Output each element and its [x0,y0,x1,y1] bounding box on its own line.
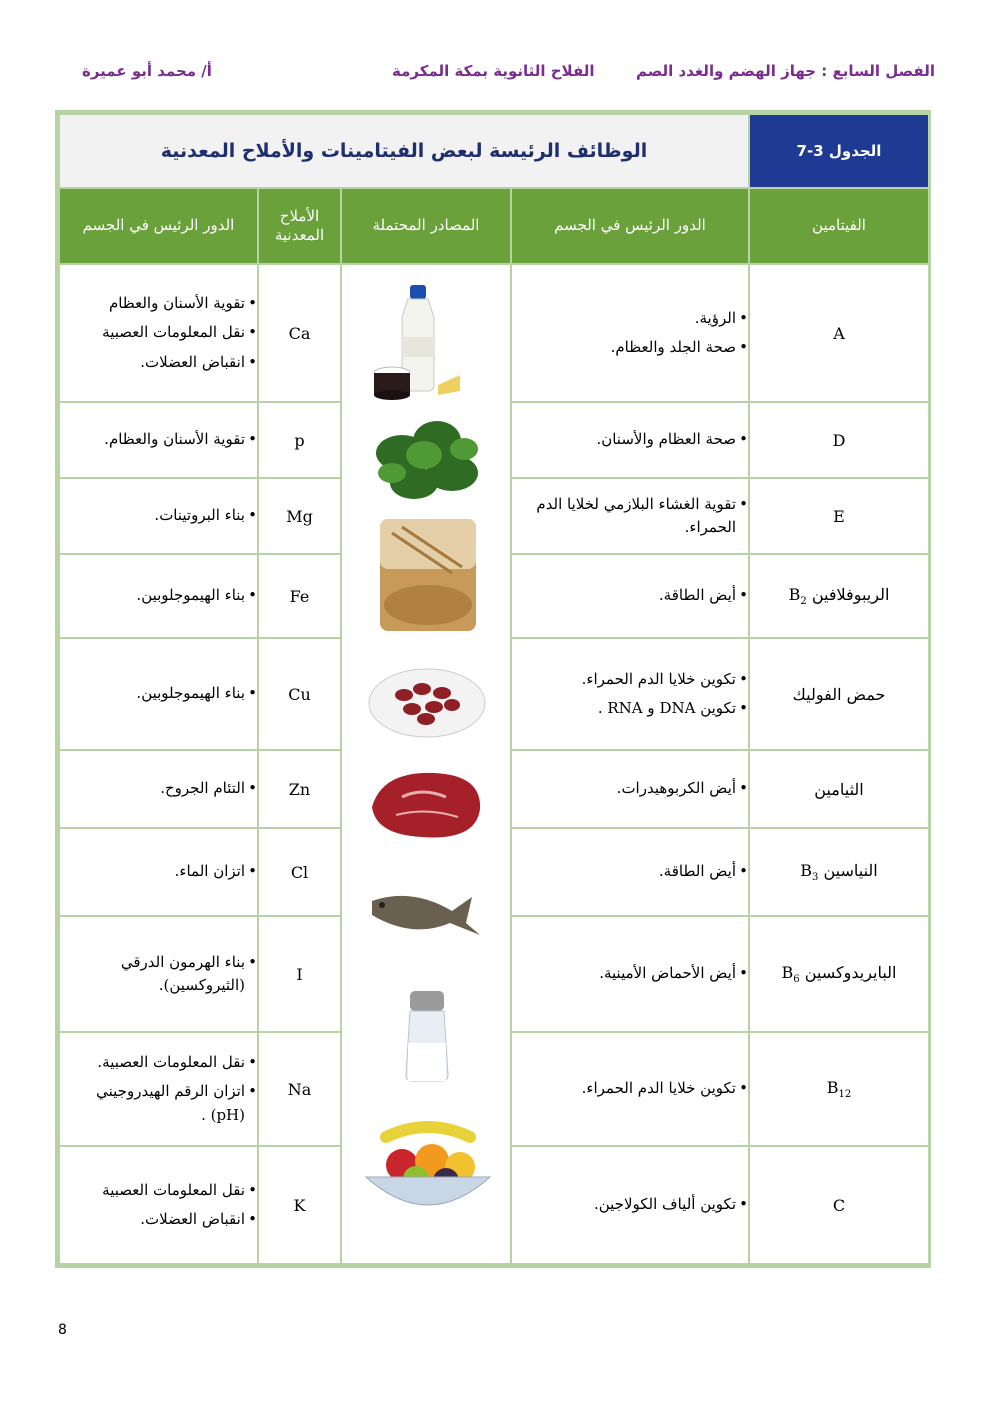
mineral-role-list [60,860,257,883]
table-row [59,264,929,402]
mineral-symbol: Ca [258,264,341,402]
vitamin-name-text: الريبوفلافين B [788,584,890,604]
vitamin-role-list [512,777,748,800]
mineral-role-list [60,428,257,451]
list-item: • تكوين خلايا الدم الحمراء. [512,668,748,691]
vitamin-name [749,750,929,828]
vitamin-role-list [512,962,748,985]
vitamin-name [749,402,929,478]
list-item: • نقل المعلومات العصبية [60,1179,257,1202]
vitamin-name-text: A [833,323,845,343]
vitamin-subscript: 3 [812,872,819,884]
red-meat-icon [342,757,511,851]
vitamin-subscript: 6 [793,974,800,986]
list-item: • أيض الأحماض الأمينية. [512,962,748,985]
vitamin-role [511,402,749,478]
table-label: الجدول 3-7 [749,114,929,188]
teacher-name: أ/ محمد أبو عميرة [82,62,212,80]
mineral-role [59,1032,258,1146]
list-item: • تقوية الأسنان والعظام [60,292,257,315]
list-item: • تكوين خلايا الدم الحمراء. [512,1077,748,1100]
list-item: • بناء الهرمون الدرقي (الثيروكسين). [60,951,257,998]
vitamin-name-text: B [826,1077,839,1097]
list-item: • التئام الجروح. [60,777,257,800]
vitamin-role [511,1146,749,1264]
mineral-role-list [60,777,257,800]
list-item: • انقباض العضلات. [60,351,257,374]
list-item: • صحة العظام والأسنان. [512,428,748,451]
mineral-role-list [60,584,257,607]
vitamin-name [749,554,929,638]
list-item: • اتزان الرقم الهيدروجيني (pH) . [60,1080,257,1127]
vitamin-name-text: البايريدوكسين B [781,962,897,982]
list-item: • أيض الطاقة. [512,584,748,607]
list-item: • أيض الطاقة. [512,860,748,883]
mineral-role [59,638,258,750]
mineral-role-list [60,951,257,998]
vitamin-role-list [512,428,748,451]
list-item: • صحة الجلد والعظام. [512,336,748,359]
vitamin-name [749,638,929,750]
vitamin-name-text: C [832,1195,846,1215]
red-beans-icon [342,655,511,749]
page-number: 8 [58,1322,67,1338]
mineral-symbol: Na [258,1032,341,1146]
vitamin-role [511,638,749,750]
fish-icon [342,875,511,949]
mineral-role [59,478,258,554]
vitamin-name [749,478,929,554]
mineral-role-list [60,504,257,527]
list-item: • تقوية الأسنان والعظام. [60,428,257,451]
mineral-role-list [60,1051,257,1127]
vitamin-name [749,1032,929,1146]
table-title: الوظائف الرئيسة لبعض الفيتامينات والأملاح المعدنية [59,114,749,188]
vitamin-role-list [512,1077,748,1100]
list-item: • نقل المعلومات العصبية [60,321,257,344]
vitamin-role-list [512,1193,748,1216]
vitamin-name [749,1146,929,1264]
list-item: • بناء البروتينات. [60,504,257,527]
vitamin-name-text: النياسين B [800,860,878,880]
milk-dairy-icon [342,277,511,411]
vitamin-name-text: الثيامين [814,779,864,799]
mineral-role [59,402,258,478]
vitamin-role-list [512,860,748,883]
mineral-role [59,916,258,1032]
mineral-symbol: I [258,916,341,1032]
salt-shaker-icon [342,985,511,1089]
list-item: • أيض الكربوهيدرات. [512,777,748,800]
list-item: • بناء الهيموجلوبين. [60,584,257,607]
mineral-role-list [60,1179,257,1232]
fruit-bowl-icon [342,1113,511,1227]
list-item: • تكوين DNA و RNA . [512,697,748,720]
list-item: • نقل المعلومات العصبية. [60,1051,257,1074]
mineral-symbol: Zn [258,750,341,828]
vitamin-role [511,264,749,402]
col-head-vitamin-role: الدور الرئيس في الجسم [511,188,749,264]
list-item: • تكوين ألياف الكولاجين. [512,1193,748,1216]
vitamin-role [511,750,749,828]
list-item: • تقوية الغشاء البلازمي لخلايا الدم الحمراء. [512,493,748,540]
vitamin-name [749,916,929,1032]
vitamin-role [511,916,749,1032]
mineral-role [59,554,258,638]
leafy-greens-icon [342,393,511,517]
vitamin-name-text: حمض الفوليك [792,684,886,704]
food-sources [341,264,511,1264]
mineral-role-list [60,292,257,374]
mineral-symbol: Cu [258,638,341,750]
page-header [60,58,935,88]
mineral-role [59,1146,258,1264]
mineral-symbol: p [258,402,341,478]
mineral-role [59,828,258,916]
mineral-symbol: K [258,1146,341,1264]
vitamin-role-list [512,493,748,540]
chapter-title: الفصل السابع : جهاز الهضم والغدد الصم [635,62,935,80]
list-item: • انقباض العضلات. [60,1208,257,1231]
vitamin-name-text: E [833,506,845,526]
vitamin-role [511,554,749,638]
list-item: • اتزان الماء. [60,860,257,883]
col-head-vitamin: الفيتامين [749,188,929,264]
vitamin-name [749,264,929,402]
mineral-symbol: Mg [258,478,341,554]
list-item: • الرؤية. [512,307,748,330]
list-item: • بناء الهيموجلوبين. [60,682,257,705]
mineral-symbol: Cl [258,828,341,916]
col-head-mineral-role: الدور الرئيس في الجسم [59,188,258,264]
col-head-mineral: الأملاح المعدنية [258,188,341,264]
vitamin-name [749,828,929,916]
vitamin-subscript: 2 [800,596,807,608]
vitamin-role [511,1032,749,1146]
mineral-role [59,750,258,828]
vitamin-name-text: D [832,430,846,450]
school-name: الفلاح الثانوية بمكة المكرمة [392,62,595,80]
mineral-symbol: Fe [258,554,341,638]
food-images-stack [342,265,510,1247]
vitamin-subscript: 12 [838,1089,852,1101]
vitamin-role-list [512,668,748,721]
vitamin-role-list [512,584,748,607]
col-head-sources: المصادر المحتملة [341,188,511,264]
vitamin-role [511,828,749,916]
mineral-role [59,264,258,402]
vitamin-role-list [512,307,748,360]
whole-grains-icon [342,513,511,637]
vitamin-role [511,478,749,554]
vitamins-minerals-table [58,113,930,1265]
mineral-role-list [60,682,257,705]
